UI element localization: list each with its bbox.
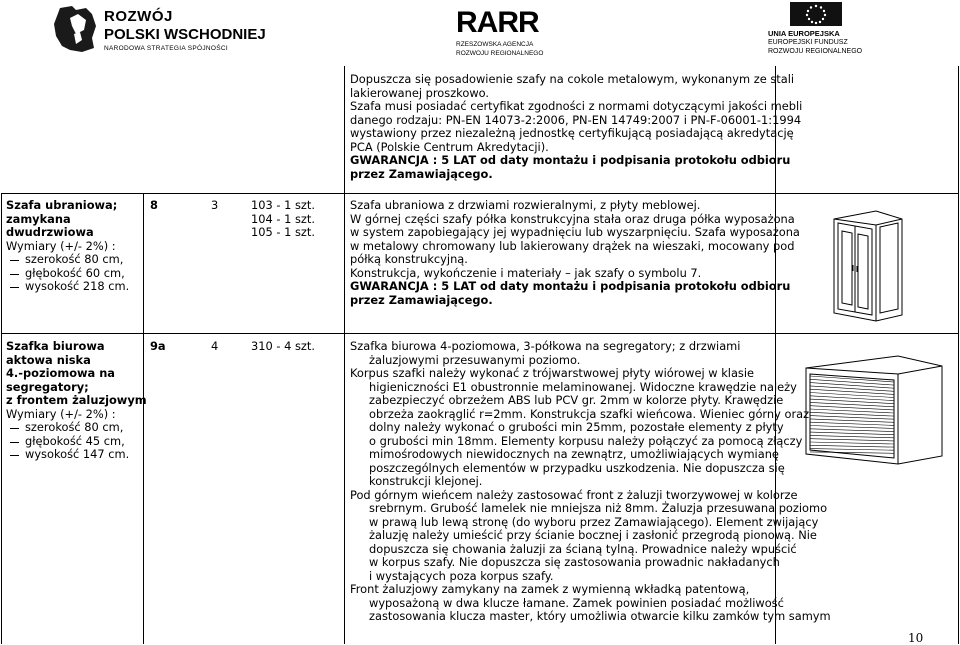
logo-rarr: [446, 6, 546, 62]
row-2-rooms: [251, 340, 315, 354]
item-name-line: aktowa niska: [6, 352, 91, 367]
logo-center-line2: RZESZOWSKA AGENCJA: [456, 41, 534, 48]
poland-map-icon: [52, 4, 98, 54]
logo-center-line1: RARR: [456, 6, 539, 39]
table-border: [1, 333, 959, 334]
logo-left-line1: ROZWÓJ: [104, 8, 173, 25]
logo-right-line1: UNIA EUROPEJSKA: [768, 29, 840, 38]
shutter-slat: [810, 383, 894, 389]
description-line: konstrukcji klejonej.: [369, 474, 483, 488]
description-line: Korpus szafki należy wykonać z trójwarstwowej płyty wiórowej w klasie: [350, 366, 755, 380]
item-name-line: segregatory;: [6, 379, 89, 394]
description-line: zabezpieczyć obrzeżem ABS lub PCV gr. 2mm w kolorze płyty. Krawędzie: [369, 393, 784, 407]
description-line: Front żaluzjowy zamykany na zamek z wymienną wkładką patentową,: [350, 582, 750, 596]
description-line: Szafka biurowa 4-poziomowa, 3-półkowa na segregatory; z drzwiami: [350, 339, 741, 353]
description-line: żaluzję należy umieścić przy ścianie bocznej i zasłonić przegrodą pionową. Nie: [369, 528, 817, 542]
description-line: obrzeża zaokrąglić r=2mm. Konstrukcja szafki wieńcowa. Wieniec górny oraz: [369, 406, 810, 421]
shutter-slat: [810, 435, 894, 437]
item-name-line: szerokość 80 cm,: [6, 421, 147, 435]
description-line: Szafa musi posiadać certyfikat zgodności z normami dotyczącymi jakości mebli: [350, 99, 803, 113]
description-line: poszczególnych elementów w przypadku uszkodzenia. Nie dopuszcza się: [369, 460, 785, 475]
logo-left-line3: NARODOWA STRATEGIA SPÓJNOŚCI: [104, 45, 228, 52]
row-1-description: [350, 199, 800, 307]
page-header: [0, 0, 960, 66]
shutter-slat: [810, 422, 894, 425]
wardrobe-illustration: [824, 205, 910, 325]
row-1-lp: 8: [150, 198, 158, 212]
item-name-line: Wymiary (+/- 2%) :: [6, 406, 116, 421]
row-2-description: [350, 340, 831, 624]
item-name-line: szerokość 80 cm,: [6, 253, 129, 267]
logo-right-line2: EUROPEJSKI FUNDUSZ: [768, 39, 848, 46]
description-line: przez Zamawiającego.: [350, 166, 493, 181]
shutter-slat: [810, 386, 894, 391]
table-border: [1, 193, 959, 194]
description-line: GWARANCJA : 5 LAT od daty montażu i podpisania protokołu odbioru: [350, 279, 791, 293]
row-1-qty: 3: [211, 198, 219, 212]
shutter-slat: [810, 429, 894, 432]
shutter-slat: [810, 449, 894, 451]
shutter-slat: [810, 432, 894, 435]
item-name-line: zamykana: [6, 211, 71, 226]
logo-unia-europejska: [768, 2, 918, 62]
description-line: półką konstrukcyjną.: [350, 252, 468, 266]
table-border: [958, 66, 959, 644]
shutter-slat: [810, 379, 894, 385]
roller-shutter-cabinet-illustration: [798, 346, 948, 466]
description-line: w metalowy chromowany lub lakierowany drążek na wieszaki, mocowany pod: [350, 238, 795, 253]
shutter-slat: [810, 412, 894, 416]
description-line: zastosowania klucza master, który umożliwia otwarcie kilku zamków tym samym: [369, 609, 831, 623]
logo-rozwoj-polski-wschodniej: [52, 2, 266, 62]
description-line: w korpus szafy. Nie dopuszcza się zastosowania prowadnic nakładanych: [369, 555, 780, 569]
description-line: Pod górnym wieńcem należy zastosować front z żaluzji tworzywowej w kolorze: [350, 487, 798, 502]
description-line: dopuszcza się chowania żaluzji za ścianą tylną. Prowadnice należy wpuścić: [369, 541, 797, 556]
shutter-slat: [810, 419, 894, 422]
item-name-line: Wymiary (+/- 2%) :: [6, 238, 116, 253]
description-line: GWARANCJA : 5 LAT od daty montażu i podpisania protokołu odbioru: [350, 153, 791, 167]
description-line: Szafa ubraniowa z drzwiami rozwieralnymi, z płyty meblowej.: [350, 198, 701, 212]
item-name-line: wysokość 147 cm.: [6, 448, 147, 462]
eu-flag-icon: [790, 2, 842, 26]
description-line: W górnej części szafy półka konstrukcyjna stała oraz druga półka wyposażona: [350, 211, 795, 226]
room-quantity: 310 - 4 szt.: [251, 339, 315, 353]
shutter-slat: [810, 416, 894, 420]
item-name-line: 4.-poziomowa na: [6, 366, 115, 380]
logo-right-line3: ROZWOJU REGIONALNEGO: [768, 48, 863, 55]
shutter-slat: [810, 389, 894, 394]
row-1-rooms: [251, 199, 315, 240]
page-number: 10: [908, 631, 924, 645]
description-line: PCA (Polskie Centrum Akredytacji).: [350, 139, 549, 154]
row-2-item-name: [6, 340, 147, 462]
description-line: dolny należy wykonać o grubości min 25mm, pozostałe elementy z płyty: [369, 420, 784, 434]
item-name-line: dwudrzwiowa: [6, 225, 94, 239]
item-name-line: głębokość 45 cm,: [6, 435, 147, 449]
room-quantity: 103 - 1 szt.: [251, 198, 315, 212]
description-line: przez Zamawiającego.: [350, 292, 493, 307]
row-2-qty: 4: [211, 339, 219, 353]
row-2-lp: 9a: [150, 339, 166, 353]
table-border: [344, 66, 345, 644]
description-line: w prawą lub lewą stronę (do wyboru przez Zamawiającego). Element zwijający: [369, 514, 819, 529]
description-line: żaluzjowymi przesuwanymi poziomo.: [369, 352, 581, 367]
description-line: Konstrukcja, wykończenie i materiały – jak szafy o symbolu 7.: [350, 265, 702, 280]
item-name-line: głębokość 60 cm,: [6, 267, 129, 281]
description-line: Dopuszcza się posadowienie szafy na cokole metalowym, wykonanym ze stali: [350, 72, 795, 86]
room-quantity: 105 - 1 szt.: [251, 225, 315, 239]
description-line: wyposażoną w dwa klucze łamane. Zamek powinien posiadać możliwość: [369, 595, 784, 610]
shutter-slat: [810, 452, 894, 453]
description-line: o grubości min 18mm. Elementy korpusu należy połączyć za pomocą złączy: [369, 433, 803, 448]
description-line: mimośrodowych niewidocznych na zewnątrz, umożliwiających wymianę: [369, 447, 779, 461]
item-name-line: Szafka biurowa: [6, 339, 105, 353]
item-name-line: z frontem żaluzjowym: [6, 393, 147, 407]
shutter-slat: [810, 445, 894, 447]
row-1-item-name: [6, 199, 129, 294]
description-line: higieniczności E1 obustronnie melaminowanej. Widoczne krawędzie należy: [369, 379, 797, 394]
description-line: i wystających poza korpus szafy.: [369, 568, 554, 583]
description-line: wystawiony przez niezależną jednostkę certyfikującą posiadającą akredytację: [350, 126, 794, 140]
row-0-description: [350, 73, 802, 181]
shutter-slat: [810, 426, 894, 429]
item-name-line: wysokość 218 cm.: [6, 280, 129, 294]
description-line: srebrnym. Grubość lamelek nie mniejsza niż 8mm. Żaluzja przesuwana poziomo: [369, 501, 828, 515]
room-quantity: 104 - 1 szt.: [251, 211, 315, 226]
logo-center-line3: ROZWOJU REGIONALNEGO: [456, 50, 544, 57]
logo-left-line2: POLSKI WSCHODNIEJ: [104, 26, 266, 43]
item-name-line: Szafa ubraniowa;: [6, 198, 118, 212]
description-line: lakierowanej proszkowo.: [350, 85, 490, 100]
shutter-slat: [810, 442, 894, 444]
description-line: w system zapobiegający jej wypadnięciu lub wyszarpnięciu. Szafa wyposażona: [350, 225, 800, 239]
shutter-slat: [810, 439, 894, 441]
shutter-slat: [810, 409, 894, 413]
description-line: danego rodzaju: PN-EN 14073-2:2006, PN-EN 14749:2007 i PN-F-06001-1:1994: [350, 112, 802, 127]
table-border: [1, 193, 2, 644]
